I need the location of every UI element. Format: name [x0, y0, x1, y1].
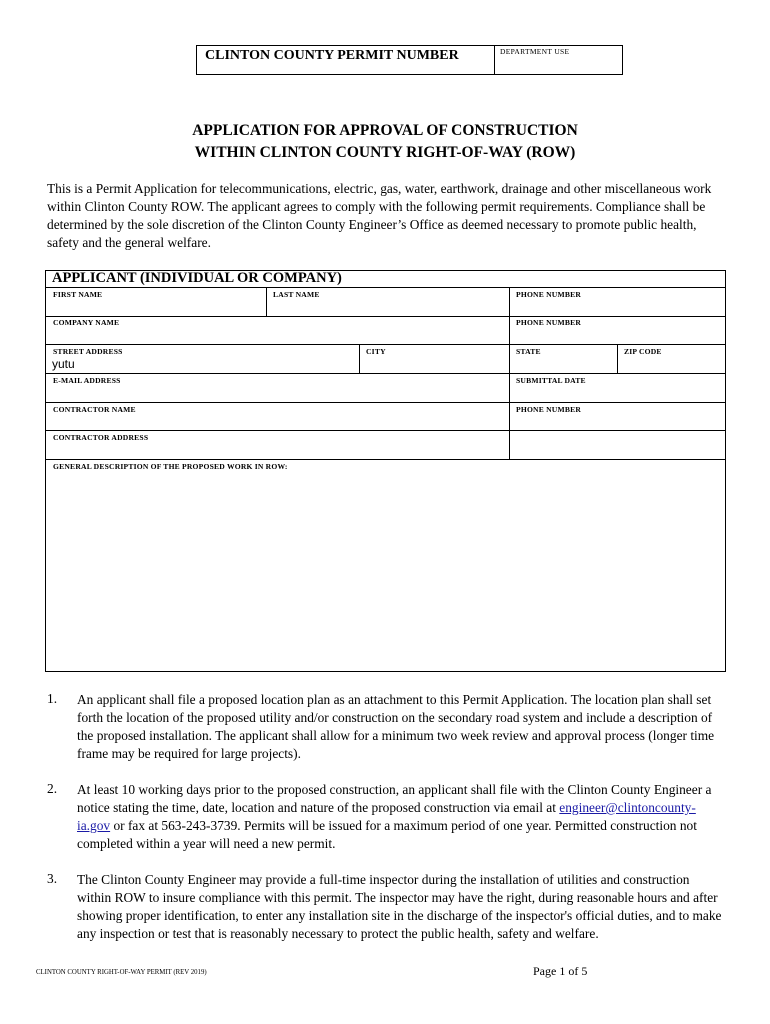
page-title-line2: WITHIN CLINTON COUNTY RIGHT-OF-WAY (ROW)	[194, 144, 576, 161]
form-divider	[45, 344, 726, 345]
page-number: Page 1 of 5	[533, 964, 588, 978]
form-divider	[45, 430, 726, 431]
contractor-phone-field[interactable]: PHONE NUMBER	[516, 405, 582, 414]
street-address-field[interactable]: STREET ADDRESS	[53, 347, 123, 356]
contractor-name-field[interactable]: CONTRACTOR NAME	[53, 405, 136, 414]
permit-box-divider	[494, 45, 495, 75]
state-field[interactable]: STATE	[516, 347, 541, 356]
applicant-section-title: APPLICANT (INDIVIDUAL OR COMPANY)	[52, 270, 342, 286]
submittal-date-field[interactable]: SUBMITTAL DATE	[516, 376, 586, 385]
footer-revision: CLINTON COUNTY RIGHT-OF-WAY PERMIT (REV 2019)	[36, 969, 207, 976]
intro-paragraph: This is a Permit Application for telecommunications, electric, gas, water, earthwork, drainage and other miscellaneous work within Clinton County ROW. The applicant agrees to comply with the following permit requirements. Compliance shall be determined by the sole discretion of the Clinton County Engineer’s Office as deemed necessary to promote public health, safety and the general welfare.	[47, 181, 712, 250]
item-text: At least 10 working days prior to the proposed construction, an applicant shall file with the Clinton County Engineer a notice stating the time, date, location and nature of the proposed construction via email at	[77, 782, 712, 815]
page-title-line1: APPLICATION FOR APPROVAL OF CONSTRUCTION	[192, 122, 578, 139]
email-link[interactable]: engineer@clintoncounty-ia.gov	[77, 800, 696, 833]
form-divider	[45, 459, 726, 460]
form-divider	[509, 287, 510, 459]
permit-number-label: CLINTON COUNTY PERMIT NUMBER	[205, 48, 459, 63]
last-name-field[interactable]: LAST NAME	[273, 290, 320, 299]
item-paragraph: The Clinton County Engineer may provide a full-time inspector during the installation of utilities and construction within ROW to insure compliance with this permit. The inspector may have the right, during reasonable hours and after showing proper identification, to enter any installation site in the discharge of the inspector's official duties, and to make any inspection or test that is reasonably necessary to protect the public health, safety and welfare.	[77, 872, 722, 941]
item-number: 3.	[47, 871, 58, 886]
zip-code-field[interactable]: ZIP CODE	[624, 347, 662, 356]
form-divider	[617, 344, 618, 373]
contractor-address-field[interactable]: CONTRACTOR ADDRESS	[53, 433, 149, 442]
company-name-field[interactable]: COMPANY NAME	[53, 318, 120, 327]
form-divider	[45, 373, 726, 374]
form-divider	[266, 287, 267, 316]
form-divider	[45, 402, 726, 403]
company-phone-field[interactable]: PHONE NUMBER	[516, 318, 582, 327]
street-address-value[interactable]: yutu	[52, 357, 75, 371]
form-divider	[45, 287, 726, 288]
item-number: 1.	[47, 691, 58, 706]
item-paragraph	[77, 781, 727, 853]
item-text: or fax at 563-243-3739. Permits will be issued for a maximum period of one year. Permitted construction not completed within a year will need a new permit.	[77, 818, 697, 851]
item-paragraph: An applicant shall file a proposed location plan as an attachment to this Permit Application. The location plan shall set forth the location of the proposed utility and/or construction on the secondary road system and include a description of the proposed installation. The applicant shall allow for a minimum two week review and approval process (longer time frame may be required for large projects).	[77, 692, 715, 761]
email-address-field[interactable]: E-MAIL ADDRESS	[53, 376, 121, 385]
form-divider	[359, 344, 360, 373]
work-description-field[interactable]: GENERAL DESCRIPTION OF THE PROPOSED WORK IN ROW:	[53, 462, 288, 471]
item-number: 2.	[47, 781, 58, 796]
city-field[interactable]: CITY	[366, 347, 386, 356]
form-divider	[45, 316, 726, 317]
phone-number-field[interactable]: PHONE NUMBER	[516, 290, 582, 299]
applicant-form	[45, 270, 726, 672]
first-name-field[interactable]: FIRST NAME	[53, 290, 103, 299]
department-use-field[interactable]: DEPARTMENT USE	[500, 47, 570, 56]
